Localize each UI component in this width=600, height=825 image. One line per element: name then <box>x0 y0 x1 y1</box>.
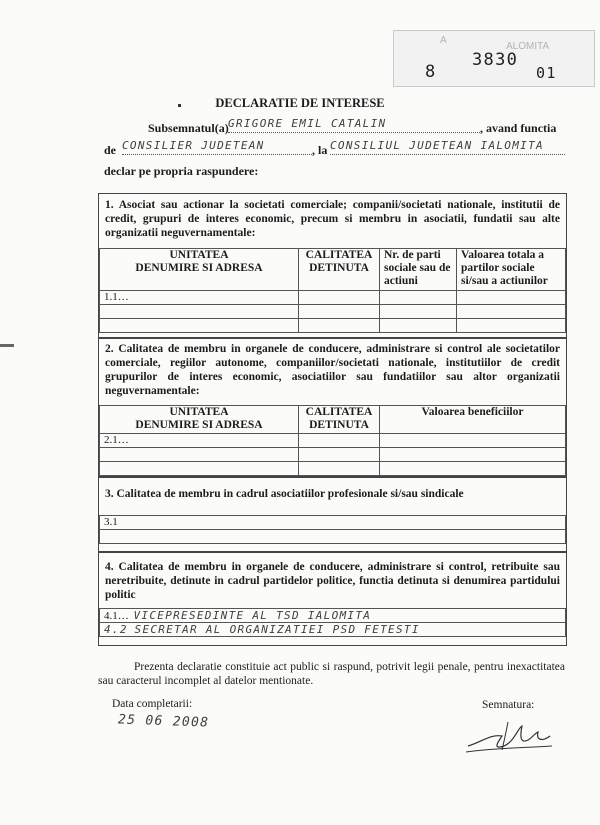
de-label: de <box>104 143 116 157</box>
handwritten-signature <box>462 712 557 760</box>
section-1-table <box>99 248 566 333</box>
s4-row-label: 4.1… <box>104 610 129 622</box>
declaration-statement: Prezenta declaratie constituie act public si raspund, potrivit legii penale, pentru inexactitatea sau caracterul incomplet al datelor mentionate. <box>98 661 565 687</box>
s2-header-unitatea: UNITATEA DENUMIRE SI ADRESA <box>100 406 299 434</box>
s1-header-valoarea: Valoarea totala a partilor sociale si/sau a actiunilor <box>457 249 566 291</box>
scan-edge-mark <box>0 344 14 347</box>
signature-label: Semnatura: <box>482 699 535 711</box>
s1-header-unitatea: UNITATEA DENUMIRE SI ADRESA <box>100 249 299 291</box>
stamp-text-county: ALOMITA <box>506 41 550 52</box>
date-label: Data completarii: <box>112 698 193 710</box>
section-4-table <box>99 608 566 637</box>
section-3-title: 3. Calitatea de membru in cadrul asociatiilor profesionale si/sau sindicale <box>105 488 464 500</box>
s1-header-calitatea: CALITATEA DETINUTA <box>299 249 380 291</box>
scan-mark <box>178 104 181 107</box>
section-2-title: 2. Calitatea de membru in organele de conducere, administrare si control ale societatilor comerciale, regiilor autonome, companiilor/societati nationale, institutiilor de credit grupurilor de interes economic, asociatiilor sau fundatiilor sau altor organizatii neguvernamentale: <box>105 343 560 397</box>
date-value: 25 06 2008 <box>117 712 210 731</box>
s2-row-label: 2.1… <box>100 434 299 448</box>
section-1-title: 1. Asociat sau actionar la societati comerciale; companii/societati nationale, institutii de credit, grupuri de interes economic, precum si membru in asociatii, fundatii sau alte organizatii neguvernamentale: <box>105 199 560 239</box>
section-4-title: 4. Calitatea de membru in organele de conducere, administrare si control, retribuite sau neretribuite, detinute in cadrul partidelor politice, functia detinuta si denumirea partidului politic <box>105 561 560 601</box>
subsemnatul-label: Subsemnatul(a) <box>148 121 229 135</box>
stamp-suffix: 01 <box>536 64 557 82</box>
institutie-field: CONSILIUL JUDETEAN IALOMITA <box>330 139 565 155</box>
name-field: GRIGORE EMIL CATALIN <box>228 117 480 133</box>
section-1 <box>98 193 567 339</box>
s4-entry-1: VICEPRESEDINTE AL TSD IALOMITA <box>133 609 372 622</box>
s4-entry-2-label: 4.2 <box>104 623 128 636</box>
s2-header-calitatea: CALITATEA DETINUTA <box>299 406 380 434</box>
section-3 <box>98 476 567 553</box>
stamp-text-a: A <box>440 35 447 46</box>
declar-text: declar pe propria raspundere: <box>104 164 259 178</box>
section-2-table <box>99 405 566 476</box>
section-3-table <box>99 515 566 544</box>
s4-row-2 <box>100 623 566 637</box>
section-2 <box>98 337 567 478</box>
s1-header-nr-parti: Nr. de parti sociale sau de actiuni <box>380 249 457 291</box>
s4-row-1 <box>100 609 566 623</box>
s2-header-valoarea: Valoarea beneficiilor <box>380 406 566 434</box>
avand-functia-label: , avand functia <box>480 121 557 135</box>
s1-row-label: 1.1… <box>100 291 299 305</box>
stamp-number: 8 <box>425 62 437 82</box>
functia-field: CONSILIER JUDETEAN <box>122 139 312 155</box>
s3-row-label: 3.1 <box>100 516 566 530</box>
stamp-registration-number: 3830 <box>472 50 519 70</box>
document-title: DECLARATIE DE INTERESE <box>215 96 385 110</box>
la-label: , la <box>312 143 328 157</box>
s4-entry-2: SECRETAR AL ORGANIZATIEI PSD FETESTI <box>134 623 420 636</box>
section-4 <box>98 551 567 646</box>
